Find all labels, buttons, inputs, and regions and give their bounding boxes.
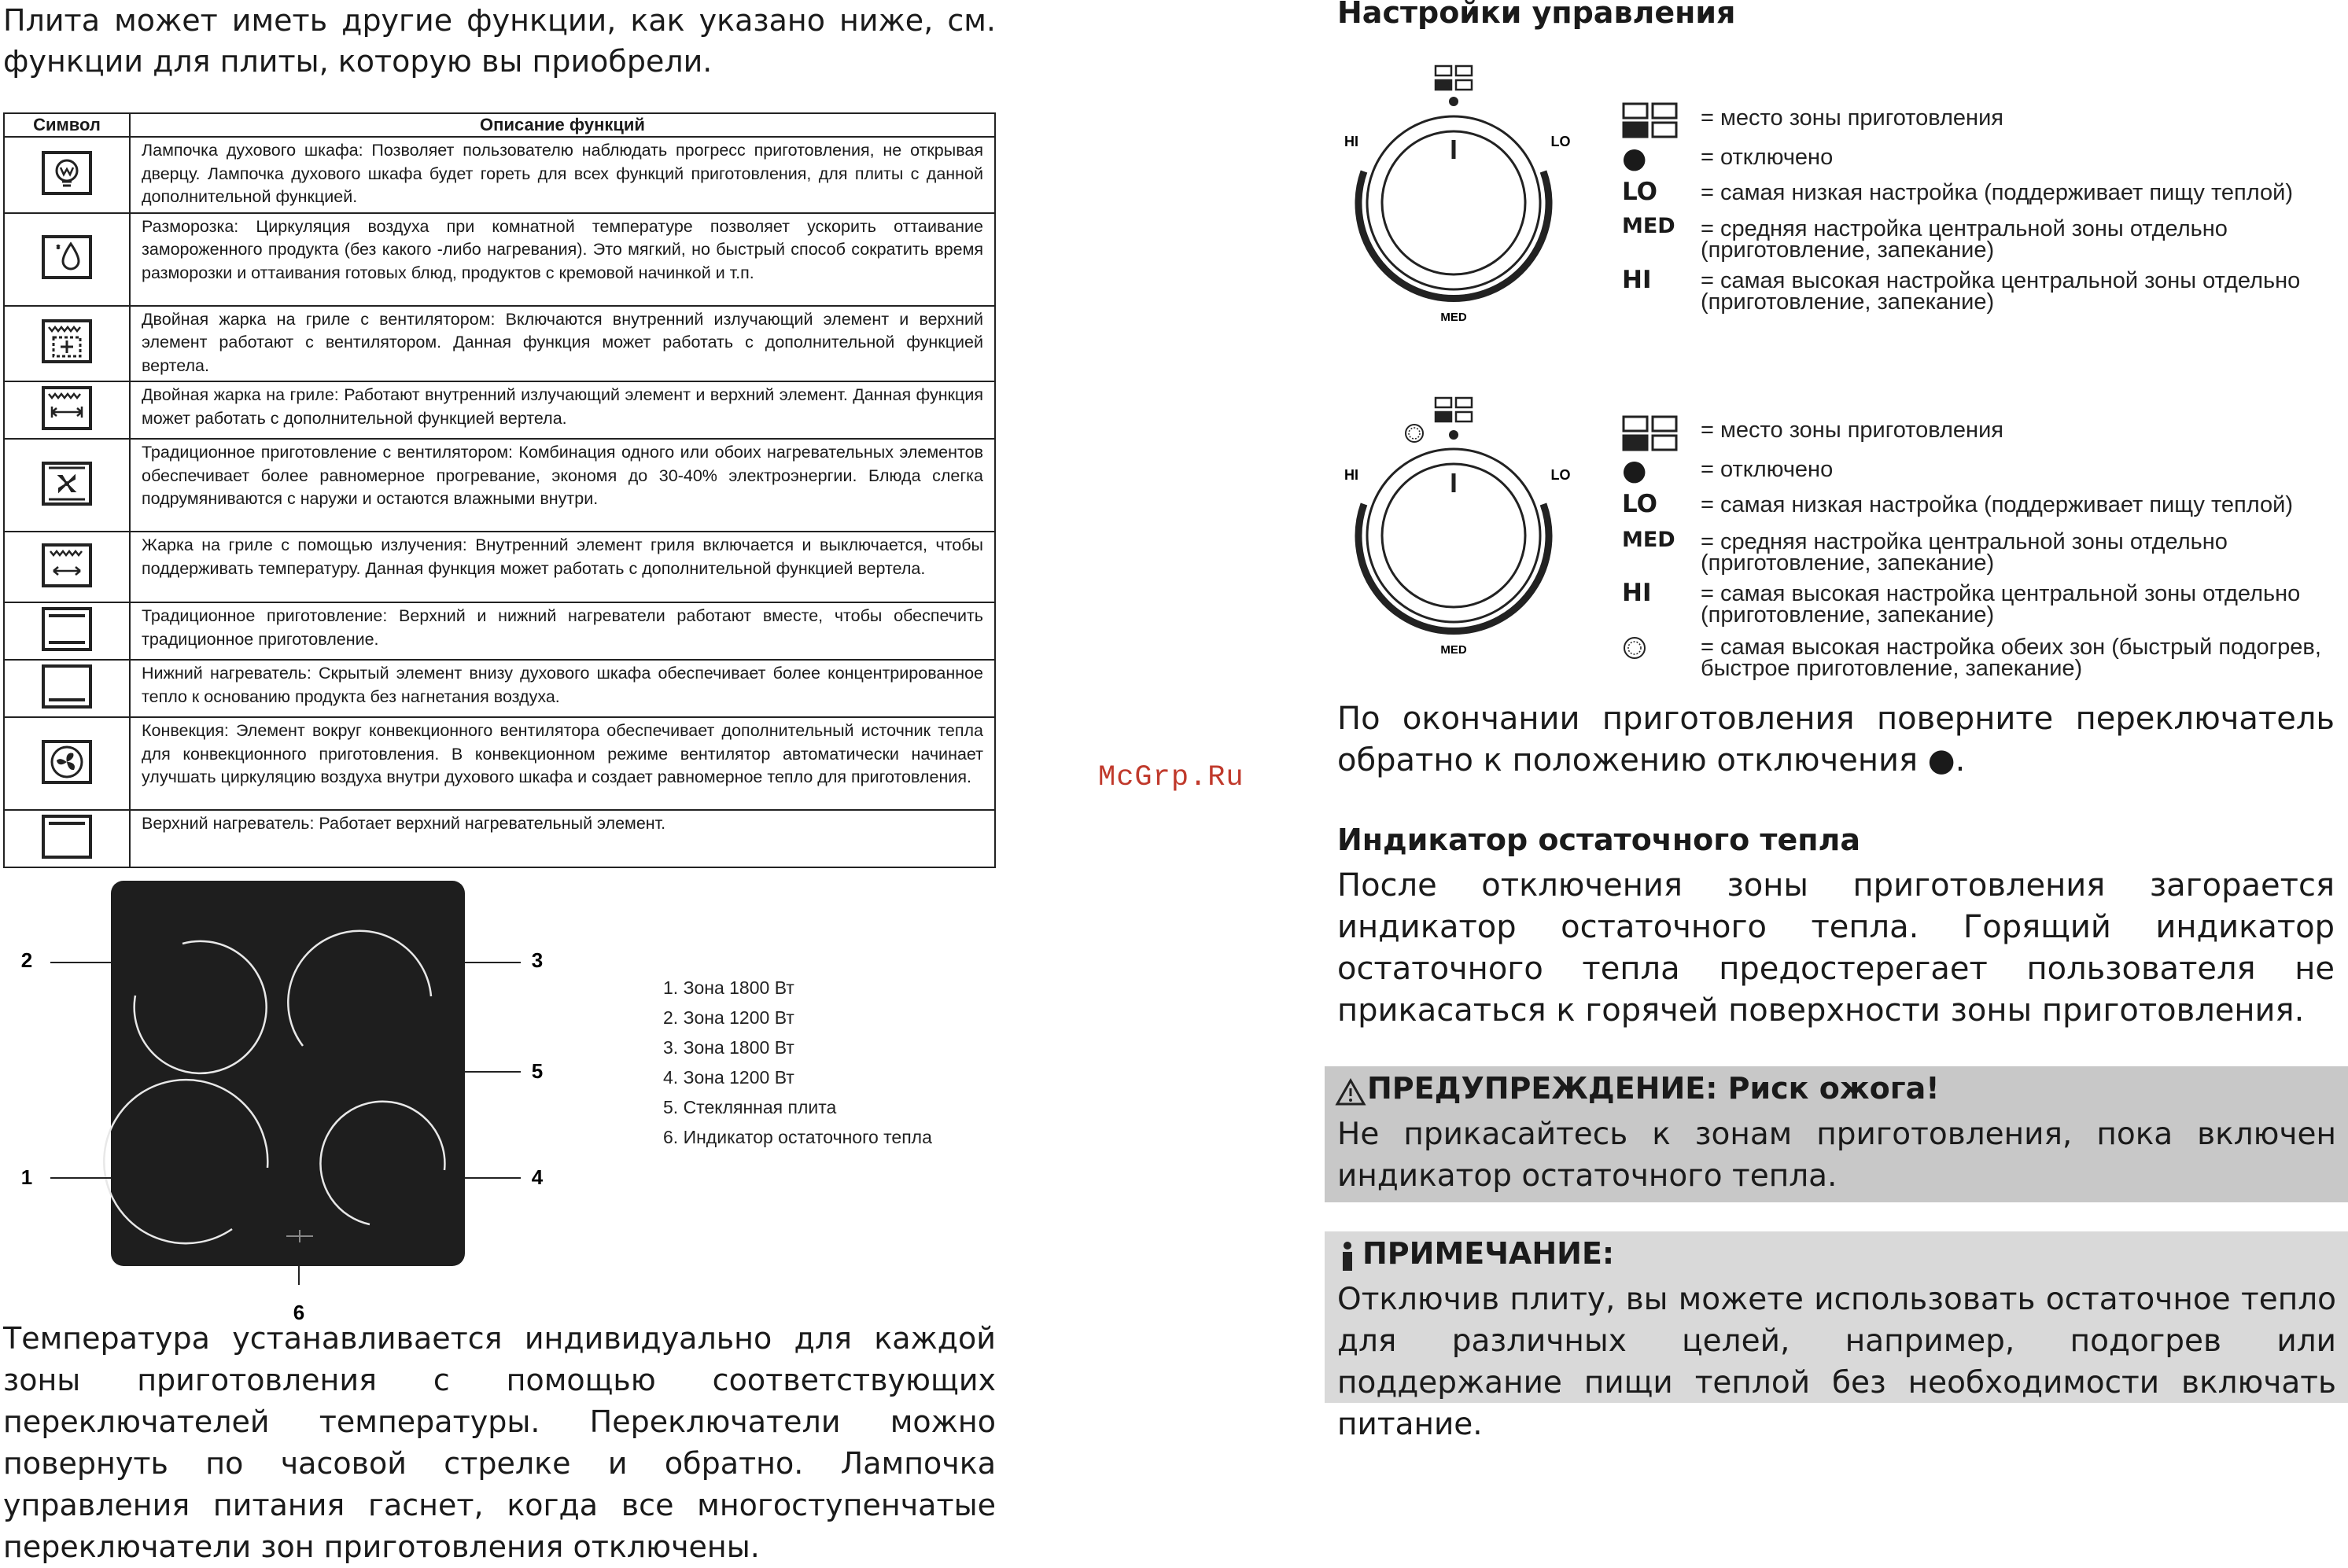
ctl-key-lo: LO [1622,178,1658,206]
symbol-cell [4,810,130,867]
off-dot-symbol: ● [1927,742,1955,778]
symbol-cell [4,381,130,439]
fan-conventional-icon [41,461,93,506]
description-cell: Двойная жарка на гриле с вентилятором: Включаются внутренний излучающий элемент и верхний элемент работают с вентилятором. Данная функция может работать с дополнительной функцией вертела. [130,306,995,382]
convection-icon [41,739,93,785]
warning-title: ПРЕДУПРЕЖДЕНИЕ: Риск ожога! [1367,1071,1940,1106]
warning-icon [1336,1079,1366,1106]
callout-1: 1 [20,1165,33,1189]
note-text: Отключив плиту, вы можете использовать остаточное тепло для различных целей, например, подогрев или поддержание пищи теплой без необходимости включать питание. [1337,1282,2336,1442]
legend-item: 5. Стеклянная плита [663,1097,837,1117]
note-box [1325,1231,2348,1442]
header-description: Описание функций [130,113,995,137]
symbol-cell [4,717,130,810]
temperature-text: Температура устанавливается индивидуально для каждой зоны приготовления с помощью соответствующих переключателей температуры. Переключатели можно повернуть по часовой стрелке и обратно. Лампочка управления питания гаснет, когда все многоступенчатые переключатели зон приготовления отключены. [3,1321,996,1564]
ctl-key-off: ● [1622,142,1647,175]
off-dot [1449,97,1458,106]
residual-text: После отключения зоны приготовления загорается индикатор остаточного тепла. Горящий индикатор остаточного тепла предостерегает пользователя не прикасаться к горячей поверхности зоны приготовления. [1337,867,2335,1029]
callout-4: 4 [531,1165,544,1189]
off-instruction-end: . [1955,742,1966,778]
table-row [4,381,995,439]
glass-plate [111,881,465,1266]
table-row [4,137,995,213]
table-row [4,532,995,602]
dual-zone-icon [1622,635,1647,661]
callout-2: 2 [20,948,33,972]
table-row [4,717,995,810]
ctl-key-med: MED [1622,214,1675,238]
description-cell: Двойная жарка на гриле: Работают внутренний излучающий элемент и верхний элемент. Данная функция может работать с дополнительной функцией вертела. [130,381,995,439]
ctl-desc: = отключено [1701,457,1834,482]
intro-text: Плита может иметь другие функции, как указано ниже, см. функции для плиты, которую вы приобрели. [3,3,996,79]
zone-position-icon [1622,102,1679,138]
table-row [4,439,995,532]
callout-6: 6 [293,1301,305,1324]
top-heater-icon [41,814,93,859]
symbol-cell [4,137,130,213]
ctl-desc: = средняя настройка центральной зоны отдельно (приготовление, запекание) [1701,216,2228,263]
note-title: ПРИМЕЧАНИЕ: [1362,1236,1615,1271]
symbol-cell [4,660,130,717]
defrost-icon [41,234,93,280]
radiant-grill-icon [41,543,93,588]
ctl-desc: = средняя настройка центральной зоны отдельно (приготовление, запекание) [1701,529,2228,576]
ctl-desc: = самая низкая настройка (поддерживает пищу теплой) [1701,180,2293,205]
watermark: McGrp.Ru [1098,761,1244,794]
header-symbol: Символ [4,113,130,137]
knob-label-hi: HI [1344,134,1358,149]
zone-position-icon [1436,398,1472,421]
warning-text: Не прикасайтесь к зонам приготовления, пока включен индикатор остаточного тепла. [1337,1117,2336,1194]
description-cell: Традиционное приготовление с вентилятором: Комбинация одного или обоих нагревательных элементов обеспечивает более равномерное прогревание, экономя до 30-40% электроэнергии. Блюда слегка подрумяниваются с наружи и остаются влажными внутри. [130,439,995,532]
knob-diagram-1 [1329,53,1589,337]
oven-lamp-icon [41,150,93,196]
info-icon [1339,1241,1356,1272]
ctl-desc: = отключено [1701,145,1834,170]
knob-label-lo: LO [1550,134,1571,149]
ctl-key-off: ● [1622,455,1647,487]
double-grill-icon [41,385,93,431]
callout-5: 5 [531,1059,544,1083]
residual-title: Индикатор остаточного тепла [1337,823,1860,857]
symbol-cell [4,532,130,602]
ctl-key-med: MED [1622,528,1675,552]
callout-3: 3 [531,948,544,972]
table-header-row [4,113,995,137]
controls-title: Настройки управления [1337,0,1736,30]
knob-label-lo: LO [1550,467,1571,483]
legend-item: 1. Зона 1800 Вт [663,977,794,998]
knob-label-hi: HI [1344,467,1358,483]
description-cell: Разморозка: Циркуляция воздуха при комнатной температуре позволяет ускорить оттаивание замороженного продукта (без какого -либо нагревания). Это мягкий, но быстрый способ сократить время разморозки и оттаивания готовых блюд, продуктов с кремовой начинкой и т.п. [130,213,995,306]
description-cell: Конвекция: Элемент вокруг конвекционного вентилятора обеспечивает дополнительный источник тепла для конвекционного приготовления. В конвекционном режиме вентилятор автоматически начинает улучшать циркуляцию воздуха внутри духового шкафа и создает равномерное тепло для приготовления. [130,717,995,810]
legend-item: 2. Зона 1200 Вт [663,1007,794,1028]
warning-box [1325,1066,2348,1202]
ctl-key-lo: LO [1622,490,1658,518]
ctl-desc: = самая высокая настройка центральной зоны отдельно (приготовление, запекание) [1701,581,2301,628]
table-row [4,810,995,867]
zone-position-icon [1622,415,1679,451]
ctl-key-hi: HI [1622,266,1652,294]
legend-item: 4. Зона 1200 Вт [663,1067,794,1088]
ctl-key-hi: HI [1622,579,1652,607]
legend-item: 3. Зона 1800 Вт [663,1037,794,1058]
hob-legend [663,973,932,1152]
description-cell: Традиционное приготовление: Верхний и нижний нагреватели работают вместе, чтобы обеспечить традиционное приготовление. [130,602,995,660]
off-dot [1449,430,1458,440]
off-instruction [1337,698,2335,782]
knob-scale-arc [1358,171,1549,299]
ctl-desc: = место зоны приготовления [1701,418,2003,443]
description-cell: Лампочка духового шкафа: Позволяет пользователю наблюдать прогресс приготовления, не открывая дверцу. Лампочка духового шкафа будет гореть для всех функций приготовления, для плиты с данной дополнительной функцией. [130,137,995,213]
symbol-cell [4,439,130,532]
ctl-desc: = самая высокая настройка центральной зоны отдельно (приготовление, запекание) [1701,268,2301,315]
description-cell: Нижний нагреватель: Скрытый элемент внизу духового шкафа обеспечивает более концентрированное тепло к основанию продукта без нагнетания воздуха. [130,660,995,717]
off-instruction-text: По окончании приготовления поверните переключатель обратно к положению отключения [1337,701,2335,778]
table-row [4,213,995,306]
functions-table [3,112,996,868]
description-cell: Жарка на гриле с помощью излучения: Внутренний элемент гриля включается и выключается, чтобы поддерживать температуру. Данная функция может работать с дополнительной функцией вертела. [130,532,995,602]
table-row [4,602,995,660]
bottom-heater-icon [41,664,93,709]
symbol-cell [4,602,130,660]
knob-label-med: MED [1440,311,1467,324]
ctl-desc: = самая высокая настройка обеих зон (быстрый подогрев, быстрое приготовление, запекание) [1701,635,2321,681]
knob-scale-arc [1358,504,1549,631]
table-row [4,306,995,382]
knob-label-med: MED [1440,643,1467,657]
ctl-desc: = самая низкая настройка (поддерживает пищу теплой) [1701,492,2293,517]
zone-position-icon [1436,66,1472,90]
description-cell: Верхний нагреватель: Работает верхний нагревательный элемент. [130,810,995,867]
conventional-icon [41,606,93,652]
knob-diagram-2 [1329,390,1589,673]
double-grill-fan-icon [41,318,93,364]
legend-item: 6. Индикатор остаточного тепла [663,1127,932,1147]
table-row [4,660,995,717]
hob-diagram [0,865,598,1324]
ctl-desc: = место зоны приготовления [1701,105,2003,131]
symbol-cell [4,306,130,382]
symbol-cell [4,213,130,306]
